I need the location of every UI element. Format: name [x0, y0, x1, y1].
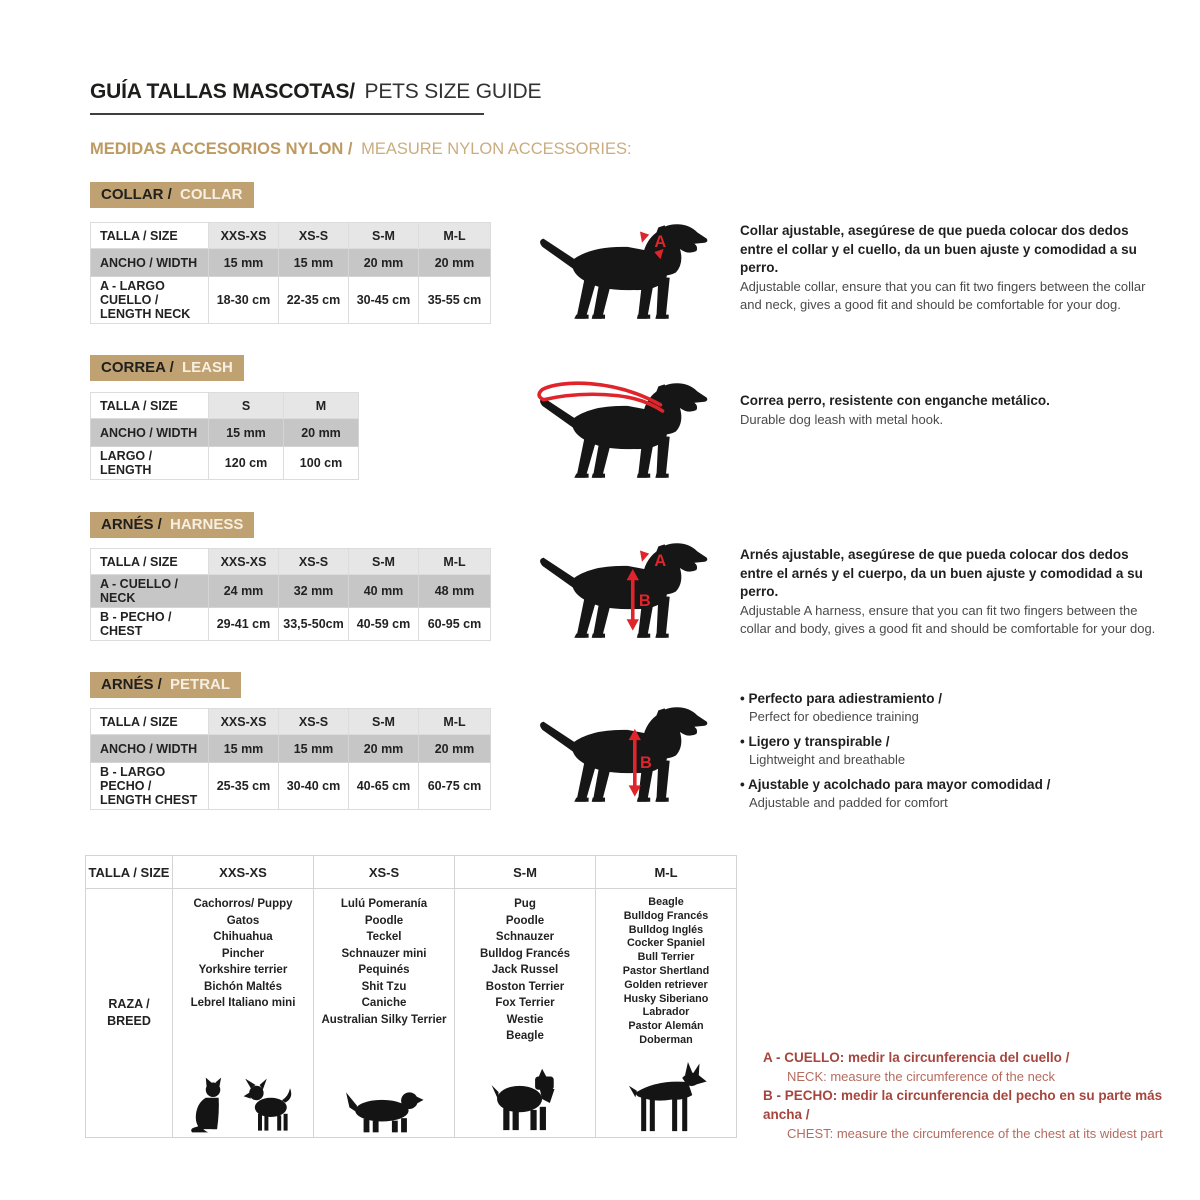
section-badge-petral — [90, 672, 241, 698]
dog-collar-measure-illustration — [533, 213, 713, 328]
table-header-cell: TALLA / SIZE — [86, 856, 173, 889]
table-header-cell: XXS-XS — [209, 709, 279, 735]
schnauzer-silhouette — [482, 1068, 568, 1134]
breed-list — [315, 896, 453, 1028]
breed-item: Beagle — [648, 896, 684, 908]
table-header-cell: XS-S — [279, 549, 349, 575]
table-cell: 29-41 cm — [209, 608, 279, 641]
note-b-es: B - PECHO: medir la circunferencia del pecho en su parte más ancha / — [763, 1088, 1163, 1122]
table-cell: 40 mm — [349, 575, 419, 608]
table-row-label: ANCHO / WIDTH — [91, 249, 209, 277]
page-subtitle — [90, 140, 632, 159]
table-header-cell: XXS-XS — [209, 549, 279, 575]
leash-size-table — [90, 392, 359, 480]
table-header-cell: M-L — [596, 856, 737, 889]
breed-item: Australian Silky Terrier — [321, 1013, 447, 1026]
note-a-es: A - CUELLO: medir la circunferencia del cuello / — [763, 1050, 1070, 1065]
badge-label-es: ARNÉS / — [101, 676, 162, 693]
breed-item: Fox Terrier — [495, 997, 555, 1009]
table-cell: 25-35 cm — [209, 763, 279, 810]
size-silhouettes — [173, 1076, 313, 1134]
cat-silhouette — [188, 1076, 230, 1134]
badge-label-es: ARNÉS / — [101, 516, 162, 533]
breed-item: Caniche — [361, 997, 407, 1009]
breed-item: Pastor Shertland — [622, 964, 710, 977]
dog-chest-strap-measure-illustration — [533, 696, 713, 811]
table-cell: 20 mm — [349, 735, 419, 763]
breed-item: Pastor Alemán — [628, 1020, 704, 1033]
badge-label-en: HARNESS — [170, 516, 244, 533]
page-title-es: GUÍA TALLAS MASCOTAS/ — [90, 80, 355, 103]
table-header-cell: TALLA / SIZE — [91, 709, 209, 735]
breed-item: Cachorros/ Puppy — [193, 898, 293, 910]
breed-item: Bichón Maltés — [204, 980, 282, 993]
feature-en: Perfect for obedience training — [749, 709, 919, 724]
breed-item: Lebrel Italiano mini — [190, 997, 296, 1009]
dachshund-silhouette — [338, 1084, 430, 1134]
breed-item: Bulldog Francés — [623, 909, 709, 922]
table-header-cell: XS-S — [314, 856, 455, 889]
breed-list-m-l — [596, 889, 737, 1138]
row-label-es: RAZA / — [108, 997, 150, 1011]
badge-label-en: PETRAL — [170, 676, 231, 693]
size-silhouettes — [314, 1084, 454, 1134]
breed-list — [597, 896, 735, 1048]
table-cell: 20 mm — [349, 249, 419, 277]
section-badge-leash — [90, 355, 244, 381]
breed-list-xxs-xs — [173, 889, 314, 1138]
measure-letter-b: B — [639, 753, 652, 772]
page-title-en: PETS SIZE GUIDE — [364, 80, 542, 103]
size-silhouettes — [455, 1068, 595, 1134]
table-header-cell: M-L — [419, 223, 491, 249]
page-subtitle-es: MEDIDAS ACCESORIOS NYLON / — [90, 140, 353, 158]
table-header-cell: XS-S — [279, 223, 349, 249]
table-row-label: A - LARGO CUELLO / LENGTH NECK — [91, 277, 209, 324]
table-cell: 15 mm — [279, 249, 349, 277]
feature-es: • Ajustable y acolchado para mayor comodidad / — [740, 776, 1160, 794]
breed-list — [174, 896, 312, 1012]
breed-item: Labrador — [642, 1006, 690, 1019]
description-en: Durable dog leash with metal hook. — [740, 411, 944, 427]
breed-item: Chihuahua — [213, 931, 273, 943]
breeds-by-size-table — [85, 855, 737, 1138]
table-header-cell: S-M — [349, 709, 419, 735]
dog-leash-illustration — [533, 372, 713, 487]
note-b-en: CHEST: measure the circumference of the chest at its widest part — [787, 1126, 1163, 1141]
breed-list — [456, 896, 594, 1045]
table-row-label: A - CUELLO / NECK — [91, 575, 209, 608]
section-badge-collar — [90, 182, 254, 208]
breed-item: Schnauzer — [495, 931, 555, 943]
table-cell: 120 cm — [209, 447, 284, 480]
row-label-en: BREED — [107, 1014, 151, 1028]
breed-item: Pequinés — [358, 964, 410, 976]
feature-item — [740, 776, 1160, 812]
description-es: Collar ajustable, asegúrese de que pueda colocar dos dedos entre el collar y el cuello, da un buen ajuste y comodidad a su perro. — [740, 223, 1137, 275]
table-header-cell: S — [209, 393, 284, 419]
feature-item — [740, 690, 1160, 726]
table-cell: 60-75 cm — [419, 763, 491, 810]
section-badge-harness — [90, 512, 254, 538]
breed-item: Golden retriever — [624, 978, 708, 991]
breed-item: Jack Russel — [491, 964, 559, 976]
breed-item: Shit Tzu — [361, 980, 407, 993]
measure-letter-a: A — [654, 551, 667, 570]
table-cell: 100 cm — [284, 447, 359, 480]
table-cell: 30-45 cm — [349, 277, 419, 324]
table-cell: 20 mm — [419, 735, 491, 763]
table-row-label: ANCHO / WIDTH — [91, 419, 209, 447]
page-subtitle-en: MEASURE NYLON ACCESSORIES: — [361, 140, 632, 158]
petral-size-table — [90, 708, 491, 810]
table-header-cell: XXS-XS — [209, 223, 279, 249]
breed-item: Gatos — [226, 914, 260, 927]
breed-item: Boston Terrier — [485, 980, 565, 993]
leash-description — [740, 392, 1160, 429]
table-cell: 24 mm — [209, 575, 279, 608]
description-es: Arnés ajustable, asegúrese de que pueda colocar dos dedos entre el arnés y el cuerpo, da un buen ajuste y comodidad a su perro. — [740, 547, 1143, 599]
breed-item: Doberman — [639, 1033, 693, 1046]
table-header-cell: TALLA / SIZE — [91, 393, 209, 419]
badge-label-en: COLLAR — [180, 186, 243, 203]
table-row-label: B - PECHO / CHEST — [91, 608, 209, 641]
table-cell: 40-59 cm — [349, 608, 419, 641]
dog-harness-measure-illustration — [533, 532, 713, 647]
harness-description — [740, 546, 1160, 639]
collar-size-table — [90, 222, 491, 324]
table-header-cell: XXS-XS — [173, 856, 314, 889]
table-header-cell: S-M — [455, 856, 596, 889]
badge-label-es: COLLAR / — [101, 186, 172, 203]
feature-es: • Perfecto para adiestramiento / — [740, 690, 1160, 708]
table-cell: 60-95 cm — [419, 608, 491, 641]
breed-item: Lulú Pomeranía — [340, 898, 428, 910]
page-title — [90, 80, 542, 115]
breed-list-s-m — [455, 889, 596, 1138]
measurement-notes — [763, 1048, 1193, 1143]
harness-size-table — [90, 548, 491, 641]
table-row-label: B - LARGO PECHO / LENGTH CHEST — [91, 763, 209, 810]
breed-item: Husky Siberiano — [623, 992, 709, 1005]
chihuahua-silhouette — [242, 1076, 298, 1134]
breed-item: Beagle — [506, 1030, 544, 1042]
table-cell: 20 mm — [419, 249, 491, 277]
table-cell: 22-35 cm — [279, 277, 349, 324]
table-cell: 32 mm — [279, 575, 349, 608]
table-cell: 15 mm — [279, 735, 349, 763]
breed-list-xs-s — [314, 889, 455, 1138]
feature-item — [740, 733, 1160, 769]
table-header-cell: S-M — [349, 223, 419, 249]
breed-item: Poodle — [364, 914, 404, 927]
feature-en: Adjustable and padded for comfort — [749, 795, 948, 810]
table-header-cell: S-M — [349, 549, 419, 575]
table-row-label: LARGO / LENGTH — [91, 447, 209, 480]
breed-item: Cocker Spaniel — [626, 937, 705, 950]
table-cell: 18-30 cm — [209, 277, 279, 324]
table-cell: 15 mm — [209, 419, 284, 447]
table-header-cell: M — [284, 393, 359, 419]
table-cell: 20 mm — [284, 419, 359, 447]
table-cell: 15 mm — [209, 249, 279, 277]
description-es: Correa perro, resistente con enganche metálico. — [740, 393, 1050, 408]
description-en: Adjustable A harness, ensure that you can fit two fingers between the collar and body, gives a good fit and should be comfortable for your dog. — [740, 602, 1156, 636]
breed-item: Bulldog Inglés — [628, 923, 704, 936]
doberman-silhouette — [612, 1062, 720, 1134]
table-header-cell: TALLA / SIZE — [91, 549, 209, 575]
badge-label-en: LEASH — [181, 359, 233, 376]
table-header-cell: TALLA / SIZE — [91, 223, 209, 249]
measure-letter-a: A — [654, 232, 667, 251]
size-silhouettes — [596, 1062, 736, 1134]
note-a-en: NECK: measure the circumference of the neck — [787, 1069, 1056, 1084]
table-header-cell: M-L — [419, 549, 491, 575]
table-row-label: ANCHO / WIDTH — [91, 735, 209, 763]
breeds-row-label — [86, 889, 173, 1138]
breed-item: Pincher — [221, 947, 265, 960]
badge-label-es: CORREA / — [101, 359, 174, 376]
table-cell: 15 mm — [209, 735, 279, 763]
breed-item: Yorkshire terrier — [198, 964, 288, 976]
feature-en: Lightweight and breathable — [749, 752, 906, 767]
description-en: Adjustable collar, ensure that you can fit two fingers between the collar and neck, gives a good fit and should be comfortable for your dog. — [740, 278, 1146, 312]
collar-description — [740, 222, 1160, 315]
feature-es: • Ligero y transpirable / — [740, 733, 1160, 751]
table-cell: 33,5-50cm — [279, 608, 349, 641]
breed-item: Teckel — [366, 931, 402, 943]
breed-item: Bull Terrier — [637, 951, 695, 964]
table-cell: 40-65 cm — [349, 763, 419, 810]
breed-item: Bulldog Francés — [479, 947, 571, 960]
petral-feature-list — [740, 690, 1160, 819]
measure-letter-b: B — [638, 591, 651, 610]
breed-item: Westie — [506, 1013, 544, 1026]
table-header-cell: M-L — [419, 709, 491, 735]
breed-item: Schnauzer mini — [341, 947, 427, 960]
breed-item: Pug — [514, 898, 536, 910]
breed-item: Poodle — [505, 914, 545, 927]
table-cell: 48 mm — [419, 575, 491, 608]
table-header-cell: XS-S — [279, 709, 349, 735]
table-cell: 35-55 cm — [419, 277, 491, 324]
table-cell: 30-40 cm — [279, 763, 349, 810]
